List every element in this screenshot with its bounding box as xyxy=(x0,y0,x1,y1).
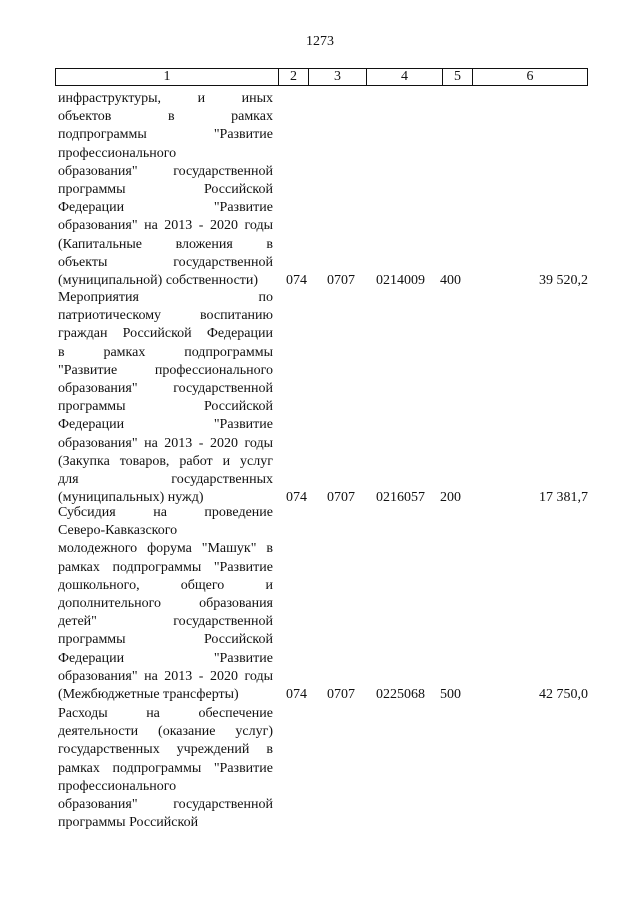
page-number: 1273 xyxy=(306,34,334,49)
header-col-2: 2 xyxy=(279,69,309,85)
expense-type-code: 400 xyxy=(440,273,461,288)
amount-value: 42 750,0 xyxy=(539,687,588,702)
description-line: образования" на 2013 - 2020 годы xyxy=(58,218,273,234)
row-description xyxy=(58,504,273,704)
section-code: 0707 xyxy=(327,273,355,288)
description-line: программы Российской xyxy=(58,181,273,197)
row-description xyxy=(58,705,273,832)
description-line: образования" государственной xyxy=(58,380,273,396)
description-line: для государственных xyxy=(58,471,273,487)
description-line: подпрограммы "Развитие xyxy=(58,127,273,143)
header-col-3: 3 xyxy=(309,69,367,85)
description-line: государственных учреждений в xyxy=(58,742,273,758)
description-line: деятельности (оказание услуг) xyxy=(58,724,273,740)
header-col-4: 4 xyxy=(367,69,443,85)
description-line: профессионального xyxy=(58,145,177,161)
description-line: образования" на 2013 - 2020 годы xyxy=(58,435,273,451)
description-line: Федерации "Развитие xyxy=(58,650,273,666)
section-code: 0707 xyxy=(327,687,355,702)
description-line: (Межбюджетные трансферты) xyxy=(58,686,239,702)
description-line: граждан Российской Федерации xyxy=(58,326,273,342)
header-col-1: 1 xyxy=(56,69,279,85)
description-line: инфраструктуры, и иных xyxy=(58,91,273,106)
ministry-code: 074 xyxy=(286,273,307,288)
description-line: (Закупка товаров, работ и услуг xyxy=(58,453,273,469)
ministry-code: 074 xyxy=(286,687,307,702)
description-line: образования" государственной xyxy=(58,163,273,179)
target-article-code: 0214009 xyxy=(376,273,425,288)
expense-type-code: 200 xyxy=(440,490,461,506)
description-line: (муниципальных) нужд) xyxy=(58,490,204,506)
description-line: в рамках подпрограммы xyxy=(58,344,273,360)
description-line: детей" государственной xyxy=(58,614,273,630)
amount-value: 39 520,2 xyxy=(539,273,588,288)
description-line: Федерации "Развитие xyxy=(58,200,273,216)
description-line: рамках подпрограммы "Развитие xyxy=(58,559,273,575)
table-header xyxy=(55,68,588,86)
description-line: рамках подпрограммы "Развитие xyxy=(58,760,273,776)
amount-value: 17 381,7 xyxy=(539,490,588,506)
table-row xyxy=(55,90,588,290)
target-article-code: 0216057 xyxy=(376,490,425,506)
description-line: (Капитальные вложения в xyxy=(58,236,273,252)
ministry-code: 074 xyxy=(286,490,307,506)
description-line: образования" на 2013 - 2020 годы xyxy=(58,668,273,684)
description-line: программы Российской xyxy=(58,815,199,831)
description-line: программы Российской xyxy=(58,399,273,415)
header-col-5: 5 xyxy=(443,69,473,85)
description-line: молодежного форума "Машук" в xyxy=(58,541,273,557)
expense-type-code: 500 xyxy=(440,687,461,702)
description-line: профессионального xyxy=(58,778,177,794)
row-description xyxy=(58,289,273,507)
description-line: объекты государственной xyxy=(58,254,273,270)
table-row xyxy=(55,504,588,704)
description-line: Федерации "Развитие xyxy=(58,417,273,433)
description-line: объектов в рамках xyxy=(58,109,273,125)
description-line: программы Российской xyxy=(58,632,273,648)
description-line: дополнительного образования xyxy=(58,595,273,611)
target-article-code: 0225068 xyxy=(376,687,425,702)
table-row xyxy=(55,289,588,507)
table-row xyxy=(55,705,588,832)
row-description xyxy=(58,90,273,290)
description-line: дошкольного, общего и xyxy=(58,577,273,593)
section-code: 0707 xyxy=(327,490,355,506)
description-line: Субсидия на проведение xyxy=(58,505,273,520)
description-line: образования" государственной xyxy=(58,796,273,812)
description-line: Расходы на обеспечение xyxy=(58,706,273,721)
header-col-6: 6 xyxy=(526,69,534,84)
description-line: "Развитие профессионального xyxy=(58,362,273,378)
description-line: (муниципальной) собственности) xyxy=(58,272,259,288)
description-line: Северо-Кавказского xyxy=(58,523,178,539)
description-line: патриотическому воспитанию xyxy=(58,308,273,324)
description-line: Мероприятия по xyxy=(58,290,273,305)
